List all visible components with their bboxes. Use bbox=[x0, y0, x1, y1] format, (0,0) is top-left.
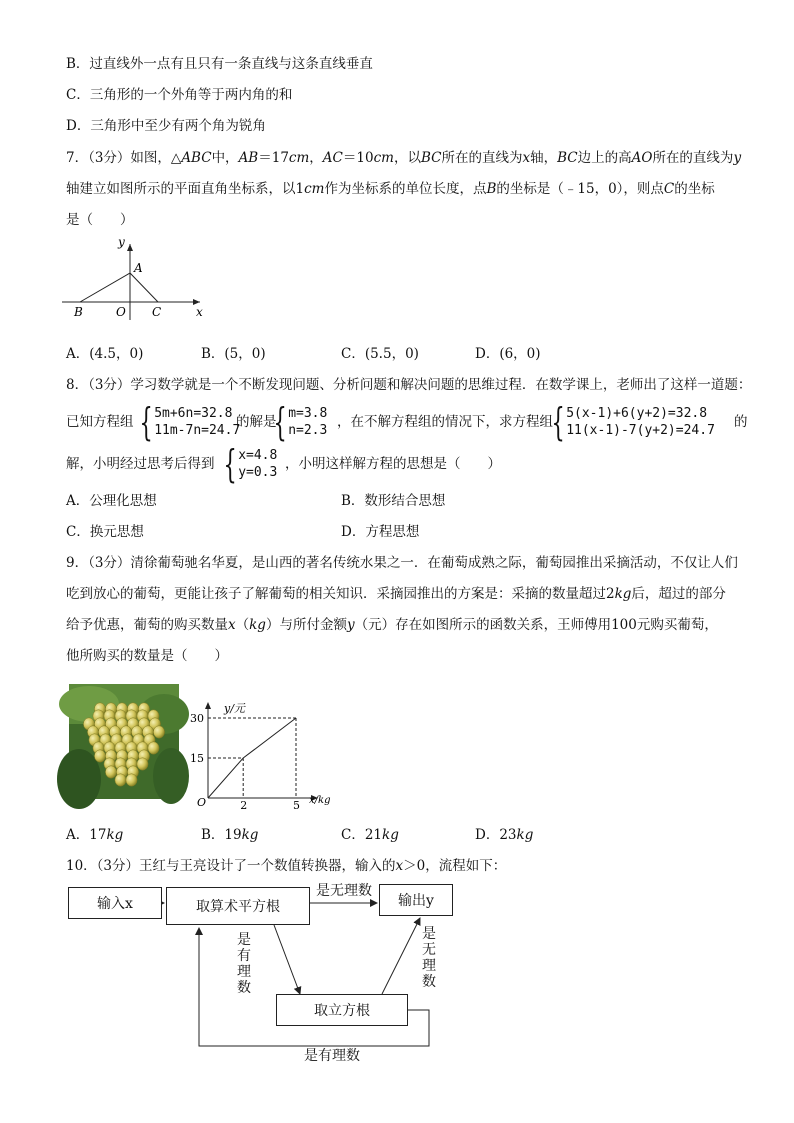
x-tick-label-1: 5 bbox=[293, 799, 300, 812]
y-tick-label-1: 30 bbox=[190, 712, 204, 725]
y-axis-label: y bbox=[118, 235, 125, 249]
grape-berry bbox=[94, 750, 105, 762]
q9-option-a: A．17kg bbox=[66, 827, 124, 843]
q8-option-c: C．换元思想 bbox=[66, 524, 144, 540]
q6-option-d: D．三角形中至少有两个角为锐角 bbox=[66, 118, 266, 134]
q8-text-question: ，小明这样解方程的思想是（ ） bbox=[285, 456, 501, 472]
q8-text-without-solving: ，在不解方程组的情况下，求方程组 bbox=[337, 414, 553, 430]
q8-text-solution: 的解是 bbox=[236, 414, 277, 430]
x-axis-label: x bbox=[196, 305, 203, 319]
q7-option-d: D．(6，0) bbox=[475, 346, 541, 362]
grape-berry bbox=[105, 766, 116, 778]
q6-option-b: B．过直线外一点有且只有一条直线与这条直线垂直 bbox=[66, 56, 373, 72]
label-irrational-top: 是无理数 bbox=[316, 883, 372, 899]
grape-berry bbox=[126, 774, 137, 786]
x-tick-label-0: 2 bbox=[240, 799, 248, 812]
grape-berry bbox=[148, 742, 159, 754]
grape-berry bbox=[115, 774, 126, 786]
q7-stem-line2: 轴建立如图所示的平面直角坐标系，以1cm作为坐标系的单位长度，点B的坐标是（﹣15，0），则点C的坐标 bbox=[66, 181, 715, 197]
q8-text-known: 已知方程组 bbox=[66, 414, 134, 430]
flow-output-box: 输出y bbox=[379, 884, 453, 916]
q8-system-2: { m=3.8 n=2.3 bbox=[273, 400, 328, 444]
grape-berry bbox=[137, 758, 148, 770]
q8-option-d: D．方程思想 bbox=[341, 524, 420, 540]
segment-ba bbox=[80, 273, 130, 302]
y-axis-arrow bbox=[127, 244, 133, 251]
point-c-label: C bbox=[152, 305, 162, 319]
chart-x-label: x/kg bbox=[309, 795, 331, 806]
chart-origin-label: O bbox=[197, 796, 207, 809]
label-rational-left: 是有理数 bbox=[237, 932, 251, 996]
q7-option-a: A．(4.5，0) bbox=[66, 346, 144, 362]
q7-stem-line3: 是（ ） bbox=[66, 212, 134, 228]
grape-berry bbox=[153, 726, 164, 738]
q8-stem-line1: 8．（3分）学习数学就是一个不断发现问题、分析问题和解决问题的思维过程．在数学课上，老师出了这样一道题： bbox=[66, 377, 752, 393]
q9-stem-line2: 吃到放心的葡萄，更能让孩子了解葡萄的相关知识．采摘园推出的方案是：采摘的数量超过2kg后，超过的部分 bbox=[66, 586, 726, 602]
q8-system-1: { 5m+6n=32.8 11m-7n=24.7 bbox=[139, 400, 241, 444]
q7-triangle-figure bbox=[62, 232, 212, 322]
flow-input-box: 输入x bbox=[68, 887, 162, 919]
arrow-cube-to-output bbox=[382, 918, 420, 994]
q8-text-of: 的 bbox=[734, 414, 748, 430]
point-a-label: A bbox=[134, 261, 143, 275]
q8-system-3: { 5(x-1)+6(y+2)=32.8 11(x-1)-7(y+2)=24.7 bbox=[551, 400, 715, 444]
arrow-cube-loop-back bbox=[199, 928, 429, 1046]
grape-photo bbox=[69, 684, 179, 799]
origin-label: O bbox=[116, 305, 126, 319]
arrow-sqrt-to-cube bbox=[274, 925, 300, 994]
q9-function-chart bbox=[190, 698, 344, 812]
q7-option-b: B．(5，0) bbox=[201, 346, 266, 362]
label-irrational-right: 是无理数 bbox=[422, 926, 436, 990]
q6-option-c: C．三角形的一个外角等于两内角的和 bbox=[66, 87, 293, 103]
q9-option-c: C．21kg bbox=[341, 827, 399, 843]
label-rational-bottom: 是有理数 bbox=[304, 1048, 360, 1064]
segment-ac bbox=[130, 273, 158, 302]
q7-stem-line1: 7．（3分）如图，△ABC中，AB＝17cm，AC＝10cm，以BC所在的直线为x轴，BC边上的高AO所在的直线为y bbox=[66, 150, 742, 166]
q8-system-4: { x=4.8 y=0.3 bbox=[223, 442, 278, 486]
flow-sqrt-box: 取算术平方根 bbox=[166, 887, 310, 925]
chart-y-label: y/元 bbox=[224, 702, 245, 715]
q8-option-a: A．公理化思想 bbox=[66, 493, 157, 509]
flow-cube-root-box: 取立方根 bbox=[276, 994, 408, 1026]
q9-option-d: D．23kg bbox=[475, 827, 534, 843]
q9-option-b: B．19kg bbox=[201, 827, 259, 843]
y-tick-label-0: 15 bbox=[190, 752, 204, 765]
q7-option-c: C．(5.5，0) bbox=[341, 346, 419, 362]
q9-stem-line3: 给予优惠，葡萄的购买数量x（kg）与所付金额y（元）存在如图所示的函数关系，王师傅用100元购买葡萄， bbox=[66, 617, 718, 633]
q8-text-xiaoming: 解，小明经过思考后得到 bbox=[66, 456, 215, 472]
q9-stem-line4: 他所购买的数量是（ ） bbox=[66, 648, 228, 664]
chart-y-arrow bbox=[205, 702, 211, 709]
q10-stem: 10．（3分）王红与王亮设计了一个数值转换器，输入的x＞0，流程如下： bbox=[66, 858, 507, 874]
point-b-label: B bbox=[74, 305, 83, 319]
q9-stem-line1: 9．（3分）清徐葡萄驰名华夏，是山西的著名传统水果之一．在葡萄成熟之际，葡萄园推出采摘活动，不仅让人们 bbox=[66, 555, 738, 571]
series-line bbox=[208, 718, 296, 798]
q8-option-b: B．数形结合思想 bbox=[341, 493, 446, 509]
